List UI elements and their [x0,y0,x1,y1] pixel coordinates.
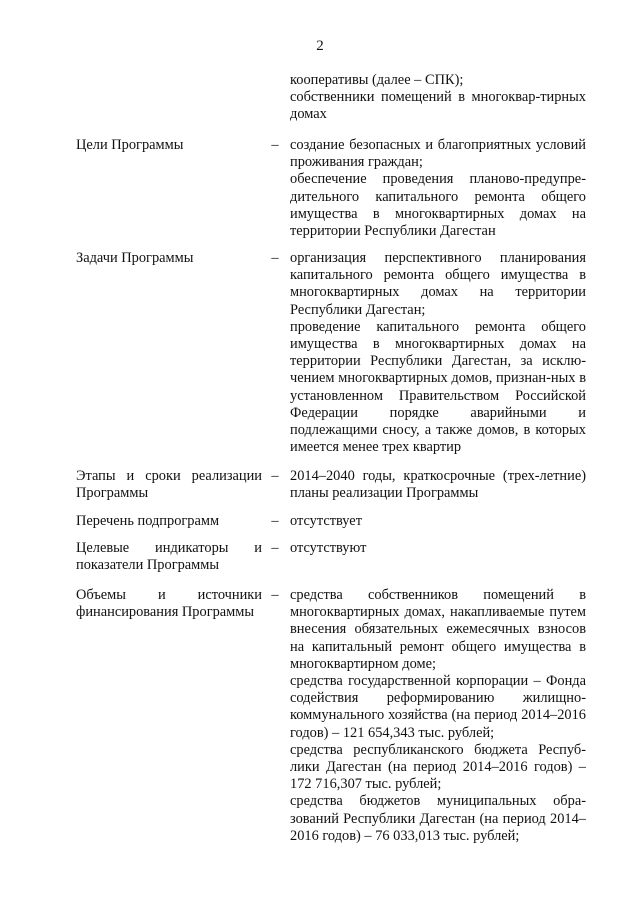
row-item: средства государственной корпорации – Фонда содействия реформированию жилищно-коммунального хозяйства (на период 2014–2016 годов) – 121 654,343 тыс. рублей; [290,673,586,741]
row-description [290,587,586,845]
row-item: средства бюджетов муниципальных обра-зований Республики Дагестан (на период 2014–2016 годов) – 76 033,013 тыс. рублей; [290,793,586,844]
row-item: создание безопасных и благоприятных условий проживания граждан; [290,137,586,171]
row-item: организация перспективного планирования капитального ремонта общего имущества в многоквартирных домах на территории Республики Дагестан; [290,250,586,318]
row-dash: – [271,540,279,556]
intro-line: кооперативы (далее – СПК); [290,72,464,88]
row-label: Перечень подпрограмм [76,513,220,529]
row-item: 2014–2040 годы, краткосрочные (трех-летние) планы реализации Программы [290,468,586,502]
row-dash: – [271,137,279,153]
row-dash: – [271,250,279,266]
page-number: 2 [316,38,324,54]
row-dash: – [271,587,279,603]
row-label: Целевые индикаторы и показатели Программы [76,540,262,574]
row-item: отсутствует [290,513,362,529]
row-description [290,540,586,557]
row-label: Задачи Программы [76,250,194,266]
row-label: Этапы и сроки реализации Программы [76,468,262,502]
row-description [290,137,586,240]
row-description [290,513,586,530]
row-label: Объемы и источники финансирования Программы [76,587,262,621]
row-item: средства республиканского бюджета Респуб-лики Дагестан (на период 2014–2016 годов) – 172 716,307 тыс. рублей; [290,741,586,793]
row-item: отсутствуют [290,540,367,556]
intro-line: собственники помещений в многоквар-тирных домах [290,89,586,123]
row-dash: – [271,468,279,484]
row-item: средства собственников помещений в многоквартирных домах, накапливаемые путем внесения обязательных ежемесячных взносов на капитальный ремонт общего имущества в многоквартирном доме; [290,587,586,672]
row-dash: – [271,513,279,529]
row-item: проведение капитального ремонта общего имущества в многоквартирных домах на территории Республики Дагестан, за исклю-чением многоквартирных домов, признан-ных в установленном Правительством Российской Федерации порядке аварийными и подлежащими сносу, а также домов, в которых имеется менее трех квартир [290,318,586,456]
row-item: обеспечение проведения планово-предупре-дительного капитального ремонта общего имущества в многоквартирных домах на территории Республики Дагестан [290,171,586,240]
row-label: Цели Программы [76,137,184,153]
intro-text [290,72,586,124]
row-description [290,468,586,502]
row-description [290,250,586,456]
